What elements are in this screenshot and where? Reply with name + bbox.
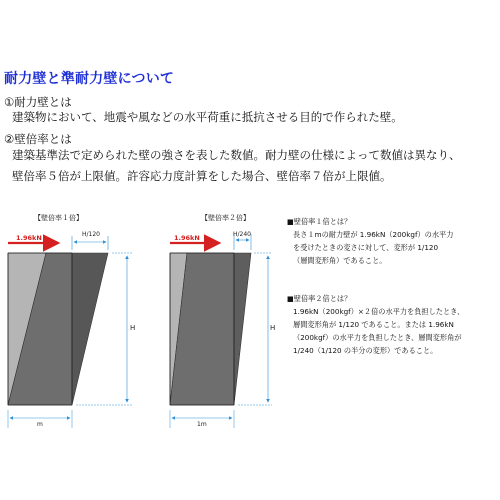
note-heading: ■壁倍率２倍とは？: [287, 294, 352, 303]
height-label: H: [130, 324, 136, 332]
deflection-label: H/240: [233, 231, 251, 238]
figure1-label: 【壁倍率１倍】: [34, 214, 83, 222]
width-label: m: [37, 421, 43, 428]
wall2-right-panel: [234, 253, 251, 405]
note-line: （200kgf）の水平力を負担したとき、層間変形角が: [293, 333, 462, 342]
note-line: 1/240（1/120 の半分の変形）であること。: [293, 346, 438, 355]
section1-heading: ①耐力壁とは: [4, 95, 72, 109]
note-line: 長さ１mの耐力壁が 1.96kN（200kgf）の水平力: [293, 230, 454, 239]
figure2-label: 【壁倍率２倍】: [201, 214, 250, 222]
note-heading: ■壁倍率１倍とは？: [287, 217, 352, 226]
deflection-label: H/120: [82, 231, 100, 238]
width-label: 1m: [197, 421, 207, 428]
note-line: （層間変形角）であること。: [293, 256, 387, 265]
section2-line: 壁倍率５倍が上限値。許容応力度計算をした場合、壁倍率７倍が上限値。: [12, 169, 392, 183]
page-title: 耐力壁と準耐力壁について: [4, 71, 175, 87]
section2-line: 建築基準法で定められた壁の強さを表した数値。耐力壁の仕様によって数値は異なり、: [12, 148, 461, 162]
force-label: 1.96kN: [16, 234, 42, 242]
force-label: 1.96kN: [174, 234, 200, 242]
figure2-diagram: [170, 231, 275, 428]
note-line: 層間変形角が 1/120 であること。または 1.96kN: [293, 320, 454, 329]
section2-heading: ②壁倍率とは: [4, 132, 72, 146]
section1-line: 建築物において、地震や風などの水平荷重に抵抗させる目的で作られた壁。: [12, 110, 403, 124]
note-wall-ratio-1: [287, 215, 497, 267]
note-wall-ratio-2: [287, 292, 497, 357]
note-line: を受けたときの変さに対して、変形が 1/120: [293, 243, 439, 252]
note-line: 1.96kN（200kgf）×２倍の水平力を負担したとき、: [293, 307, 465, 316]
figure1-diagram: [8, 231, 135, 428]
height-label: H: [270, 324, 276, 332]
